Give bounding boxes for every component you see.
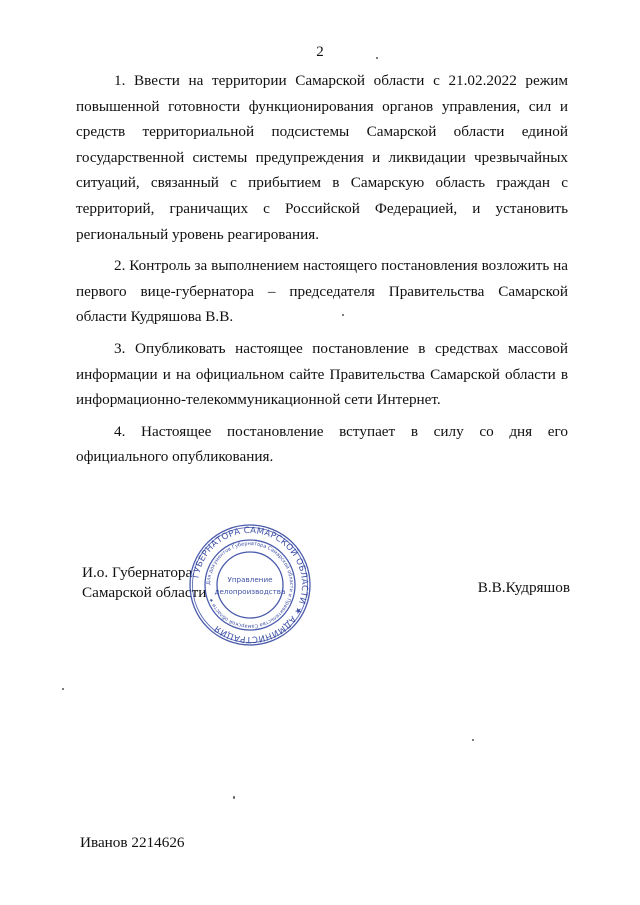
signer-title-line-2: Самарской области <box>82 584 207 601</box>
scan-speck <box>376 57 378 59</box>
scan-speck <box>62 688 64 690</box>
executor-footer: Иванов 2214626 <box>80 834 185 851</box>
stamp-center-line-2: делопроизводства <box>214 587 286 596</box>
scan-speck <box>342 314 344 316</box>
scan-speck <box>472 739 474 741</box>
paragraph-2: 2. Контроль за выполнением настоящего постановления возложить на первого вице-губернатора – председателя Правительства Самарской области Кудряшова В.В. <box>76 257 568 326</box>
page-number: 2 <box>316 44 324 60</box>
stamp-outer-text: ГУБЕРНАТОРА САМАРСКОЙ ОБЛАСТИ ★ АДМИНИСТРАЦИЯ <box>191 525 310 645</box>
stamp-center-line-1: Управление <box>227 575 273 584</box>
stamp-inner-text: Для документов Губернатора Самарской области и Правительства Самарской области ★ <box>205 540 295 630</box>
paragraph-4: 4. Настоящее постановление вступает в силу со дня его официального опубликования. <box>76 422 568 466</box>
signer-title-line-1: И.о. Губернатора <box>82 564 193 581</box>
document-body <box>76 68 568 476</box>
paragraph-3: 3. Опубликовать настоящее постановление в средствах массовой информации и на официальном сайте Правительства Самарской области в информационно-телекоммуникационной сети Интернет. <box>76 339 568 409</box>
signer-name: В.В.Кудряшов <box>477 579 570 596</box>
svg-text:Для документов Губернатора Сам <box>206 541 294 629</box>
scan-speck <box>233 796 235 799</box>
official-stamp <box>188 523 312 647</box>
paragraph-1: 1. Ввести на территории Самарской области с 21.02.2022 режим повышенной готовности функционирования органов управления, сил и средств территориальной подсистемы Самарской области единой государственной системы предупреждения и ликвидации чрезвычайных ситуаций, связанный с прибытием в Самарскую область граждан с территорий, граничащих с Российской Федерацией, и установить региональный уровень реагирования. <box>76 72 568 243</box>
